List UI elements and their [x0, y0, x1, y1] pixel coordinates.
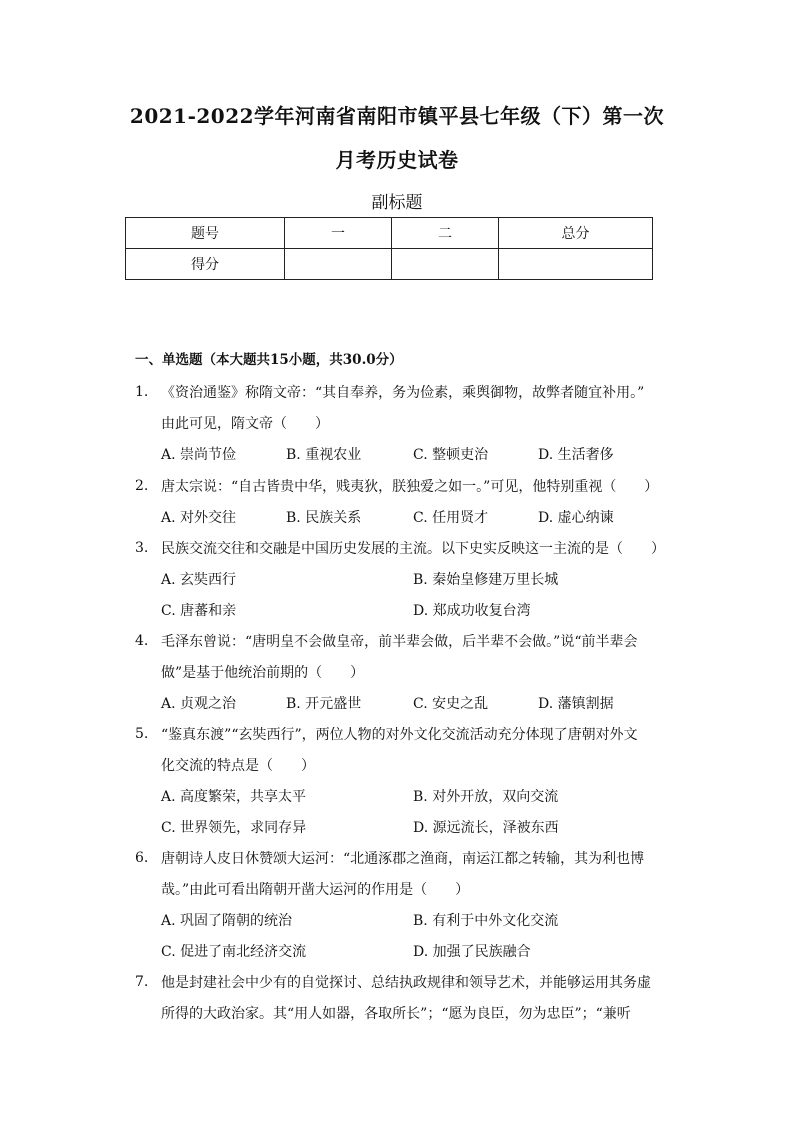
exam-title-line1: 2021-2022学年河南省南阳市镇平县七年级（下）第一次: [129, 104, 665, 128]
score-header-cell: 二: [392, 218, 499, 249]
question-line: 做”是基于他统治前期的（ ）: [161, 665, 365, 681]
question-number: 4.: [135, 633, 149, 649]
question-number: 5.: [135, 726, 149, 742]
option-d: D. 郑成功收复台湾: [413, 603, 531, 619]
score-cell: [392, 249, 499, 280]
option-c: C. 唐蕃和亲: [161, 603, 237, 619]
exam-subtitle: 副标题: [371, 193, 423, 213]
question-number: 6.: [135, 850, 149, 866]
option-c: C. 世界领先，求同存异: [161, 820, 307, 836]
option-b: B. 开元盛世: [286, 696, 362, 712]
question-line: 唐太宗说：“自古皆贵中华，贱夷狄，朕独爱之如一。”可见，他特别重视（ ）: [161, 479, 659, 495]
section-heading: 一、单选题（本大题共15小题，共30.0分）: [135, 352, 403, 368]
option-d: D. 生活奢侈: [538, 447, 614, 463]
question-number: 3.: [135, 540, 149, 556]
score-row-label: 得分: [126, 249, 285, 280]
option-b: B. 对外开放，双向交流: [413, 789, 559, 805]
question-text: [161, 720, 661, 782]
question-text: [161, 968, 661, 1030]
question-line: 《资治通鉴》称隋文帝：“其自奉养，务为俭素，乘舆御物，故弊者随宜补用。”: [161, 385, 645, 401]
option-a: A. 巩固了隋朝的统治: [161, 913, 293, 929]
option-a: A. 对外交往: [161, 510, 237, 526]
option-c: C. 任用贤才: [413, 510, 489, 526]
option-c: C. 促进了南北经济交流: [161, 944, 307, 960]
score-cell: [499, 249, 653, 280]
question-text: [161, 472, 661, 503]
option-a: A. 高度繁荣，共享太平: [161, 789, 307, 805]
question-line: 毛泽东曾说：“唐明皇不会做皇帝，前半辈会做，后半辈不会做。”说“前半辈会: [161, 634, 638, 650]
option-c: C. 安史之乱: [413, 696, 489, 712]
option-d: D. 加强了民族融合: [413, 944, 531, 960]
question-line: 由此可见，隋文帝（ ）: [161, 416, 329, 432]
question-line: 民族交流交往和交融是中国历史发展的主流。以下史实反映这一主流的是（ ）: [161, 541, 665, 557]
score-header-cell: 一: [285, 218, 392, 249]
score-cell: [285, 249, 392, 280]
option-b: B. 重视农业: [286, 447, 362, 463]
question-line: “鉴真东渡”“玄奘西行”，两位人物的对外文化交流活动充分体现了唐朝对外文: [161, 727, 638, 743]
option-b: B. 民族关系: [286, 510, 362, 526]
option-a: A. 崇尚节俭: [161, 447, 237, 463]
option-b: B. 有利于中外文化交流: [413, 913, 559, 929]
question-number: 1.: [135, 384, 149, 400]
question-text: [161, 378, 661, 440]
option-d: D. 虚心纳谏: [538, 510, 614, 526]
score-table: [125, 217, 653, 280]
question-line: 哉。”由此可看出隋朝开凿大运河的作用是（ ）: [161, 882, 470, 898]
question-line: 唐朝诗人皮日休赞颂大运河：“北通涿郡之渔商，南运江都之转输，其为利也博: [161, 851, 645, 867]
question-line: 化交流的特点是（ ）: [161, 758, 315, 774]
score-header-cell: 题号: [126, 218, 285, 249]
option-a: A. 贞观之治: [161, 696, 237, 712]
option-b: B. 秦始皇修建万里长城: [413, 572, 559, 588]
score-table-header-row: [126, 218, 653, 249]
question-text: [161, 627, 661, 689]
question-text: [161, 534, 665, 565]
score-table-score-row: [126, 249, 653, 280]
question-text: [161, 844, 661, 906]
question-number: 2.: [135, 478, 149, 494]
score-header-cell: 总分: [499, 218, 653, 249]
option-d: D. 藩镇割据: [538, 696, 614, 712]
option-a: A. 玄奘西行: [161, 572, 237, 588]
exam-title-line2: 月考历史试卷: [335, 148, 459, 172]
option-d: D. 源远流长，泽被东西: [413, 820, 559, 836]
question-line: 所得的大政治家。其“用人如器，各取所长”；“愿为良臣，勿为忠臣”；“兼听: [161, 1006, 631, 1022]
question-line: 他是封建社会中少有的自觉探讨、总结执政规律和领导艺术，并能够运用其务虚: [161, 975, 651, 991]
question-number: 7.: [135, 974, 149, 990]
option-c: C. 整顿吏治: [413, 447, 489, 463]
